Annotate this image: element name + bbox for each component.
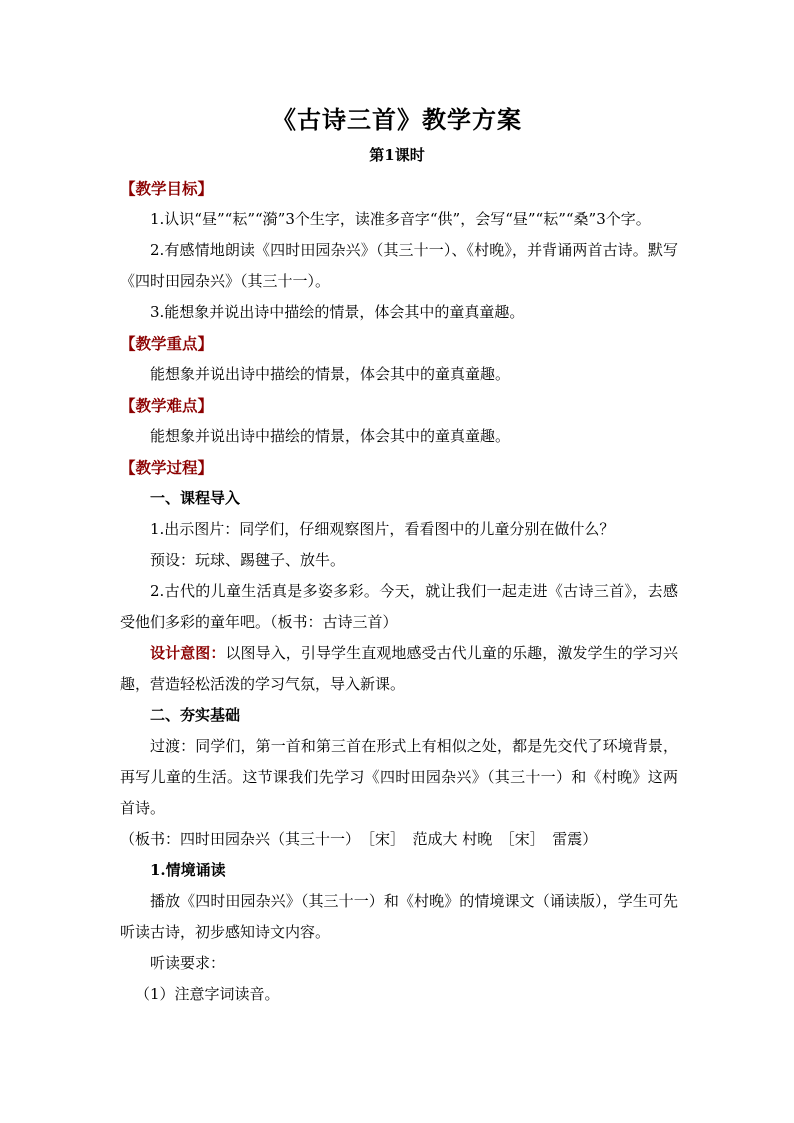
- design-intent: [120, 638, 678, 700]
- section-heading-process: 【教学过程】: [120, 458, 214, 477]
- design-intent-label: 设计意图：: [150, 644, 226, 662]
- goal-item-2: 2.有感情地朗读《四时田园杂兴》（其三十一）、《村晚》，并背诵两首古诗。默写《四时田园杂兴》（其三十一）。: [120, 241, 678, 290]
- document-subtitle: 第1课时: [369, 146, 425, 164]
- section-heading-key: 【教学重点】: [120, 334, 214, 353]
- goal-item-3: 3.能想象并说出诗中描绘的情景，体会其中的童真童趣。: [150, 303, 525, 321]
- difficult-text: 能想象并说出诗中描绘的情景，体会其中的童真童趣。: [150, 427, 511, 445]
- part2-board: （板书：四时田园杂兴（其三十一） ［宋］ 范成大 村晚 ［宋］ 雷震）: [120, 830, 598, 848]
- part1-preset: 预设：玩球、踢毽子、放牛。: [150, 551, 346, 569]
- requirement-1: （1）注意字词读音。: [135, 985, 280, 1003]
- document-body: [120, 173, 678, 1010]
- design-intent-text: 以图导入，引导学生直观地感受古代儿童的乐趣，激发学生的学习兴趣，营造轻松活泼的学习气氛，导入新课。: [120, 644, 678, 693]
- section-heading-difficult: 【教学难点】: [120, 396, 214, 415]
- step1-heading: 1.情境诵读: [150, 861, 226, 879]
- part1-item-2: 2.古代的儿童生活真是多姿多彩。今天，就让我们一起走进《古诗三首》，去感受他们多彩的童年吧。（板书：古诗三首）: [120, 582, 678, 631]
- goal-item-1: 1.认识“昼”“耘”“漪”3个生字，读准多音字“供”，会写“昼”“耘”“桑”3个字。: [150, 210, 651, 228]
- part2-heading: 二、夯实基础: [150, 706, 241, 724]
- part1-heading: 一、课程导入: [150, 489, 241, 507]
- listen-requirements: 听读要求：: [150, 954, 226, 972]
- part1-item-1: 1.出示图片：同学们，仔细观察图片，看看图中的儿童分别在做什么？: [150, 520, 615, 538]
- section-heading-goals: 【教学目标】: [120, 179, 214, 198]
- key-text: 能想象并说出诗中描绘的情景，体会其中的童真童趣。: [150, 365, 511, 383]
- document-title: 《古诗三首》教学方案: [272, 105, 522, 134]
- part2-transition: 过渡：同学们，第一首和第三首在形式上有相似之处，都是先交代了环境背景，再写儿童的生活。这节课我们先学习《四时田园杂兴》（其三十一）和《村晚》这两首诗。: [120, 737, 678, 817]
- step1-text: 播放《四时田园杂兴》（其三十一）和《村晚》的情境课文（诵读版），学生可先听读古诗，初步感知诗文内容。: [120, 892, 678, 941]
